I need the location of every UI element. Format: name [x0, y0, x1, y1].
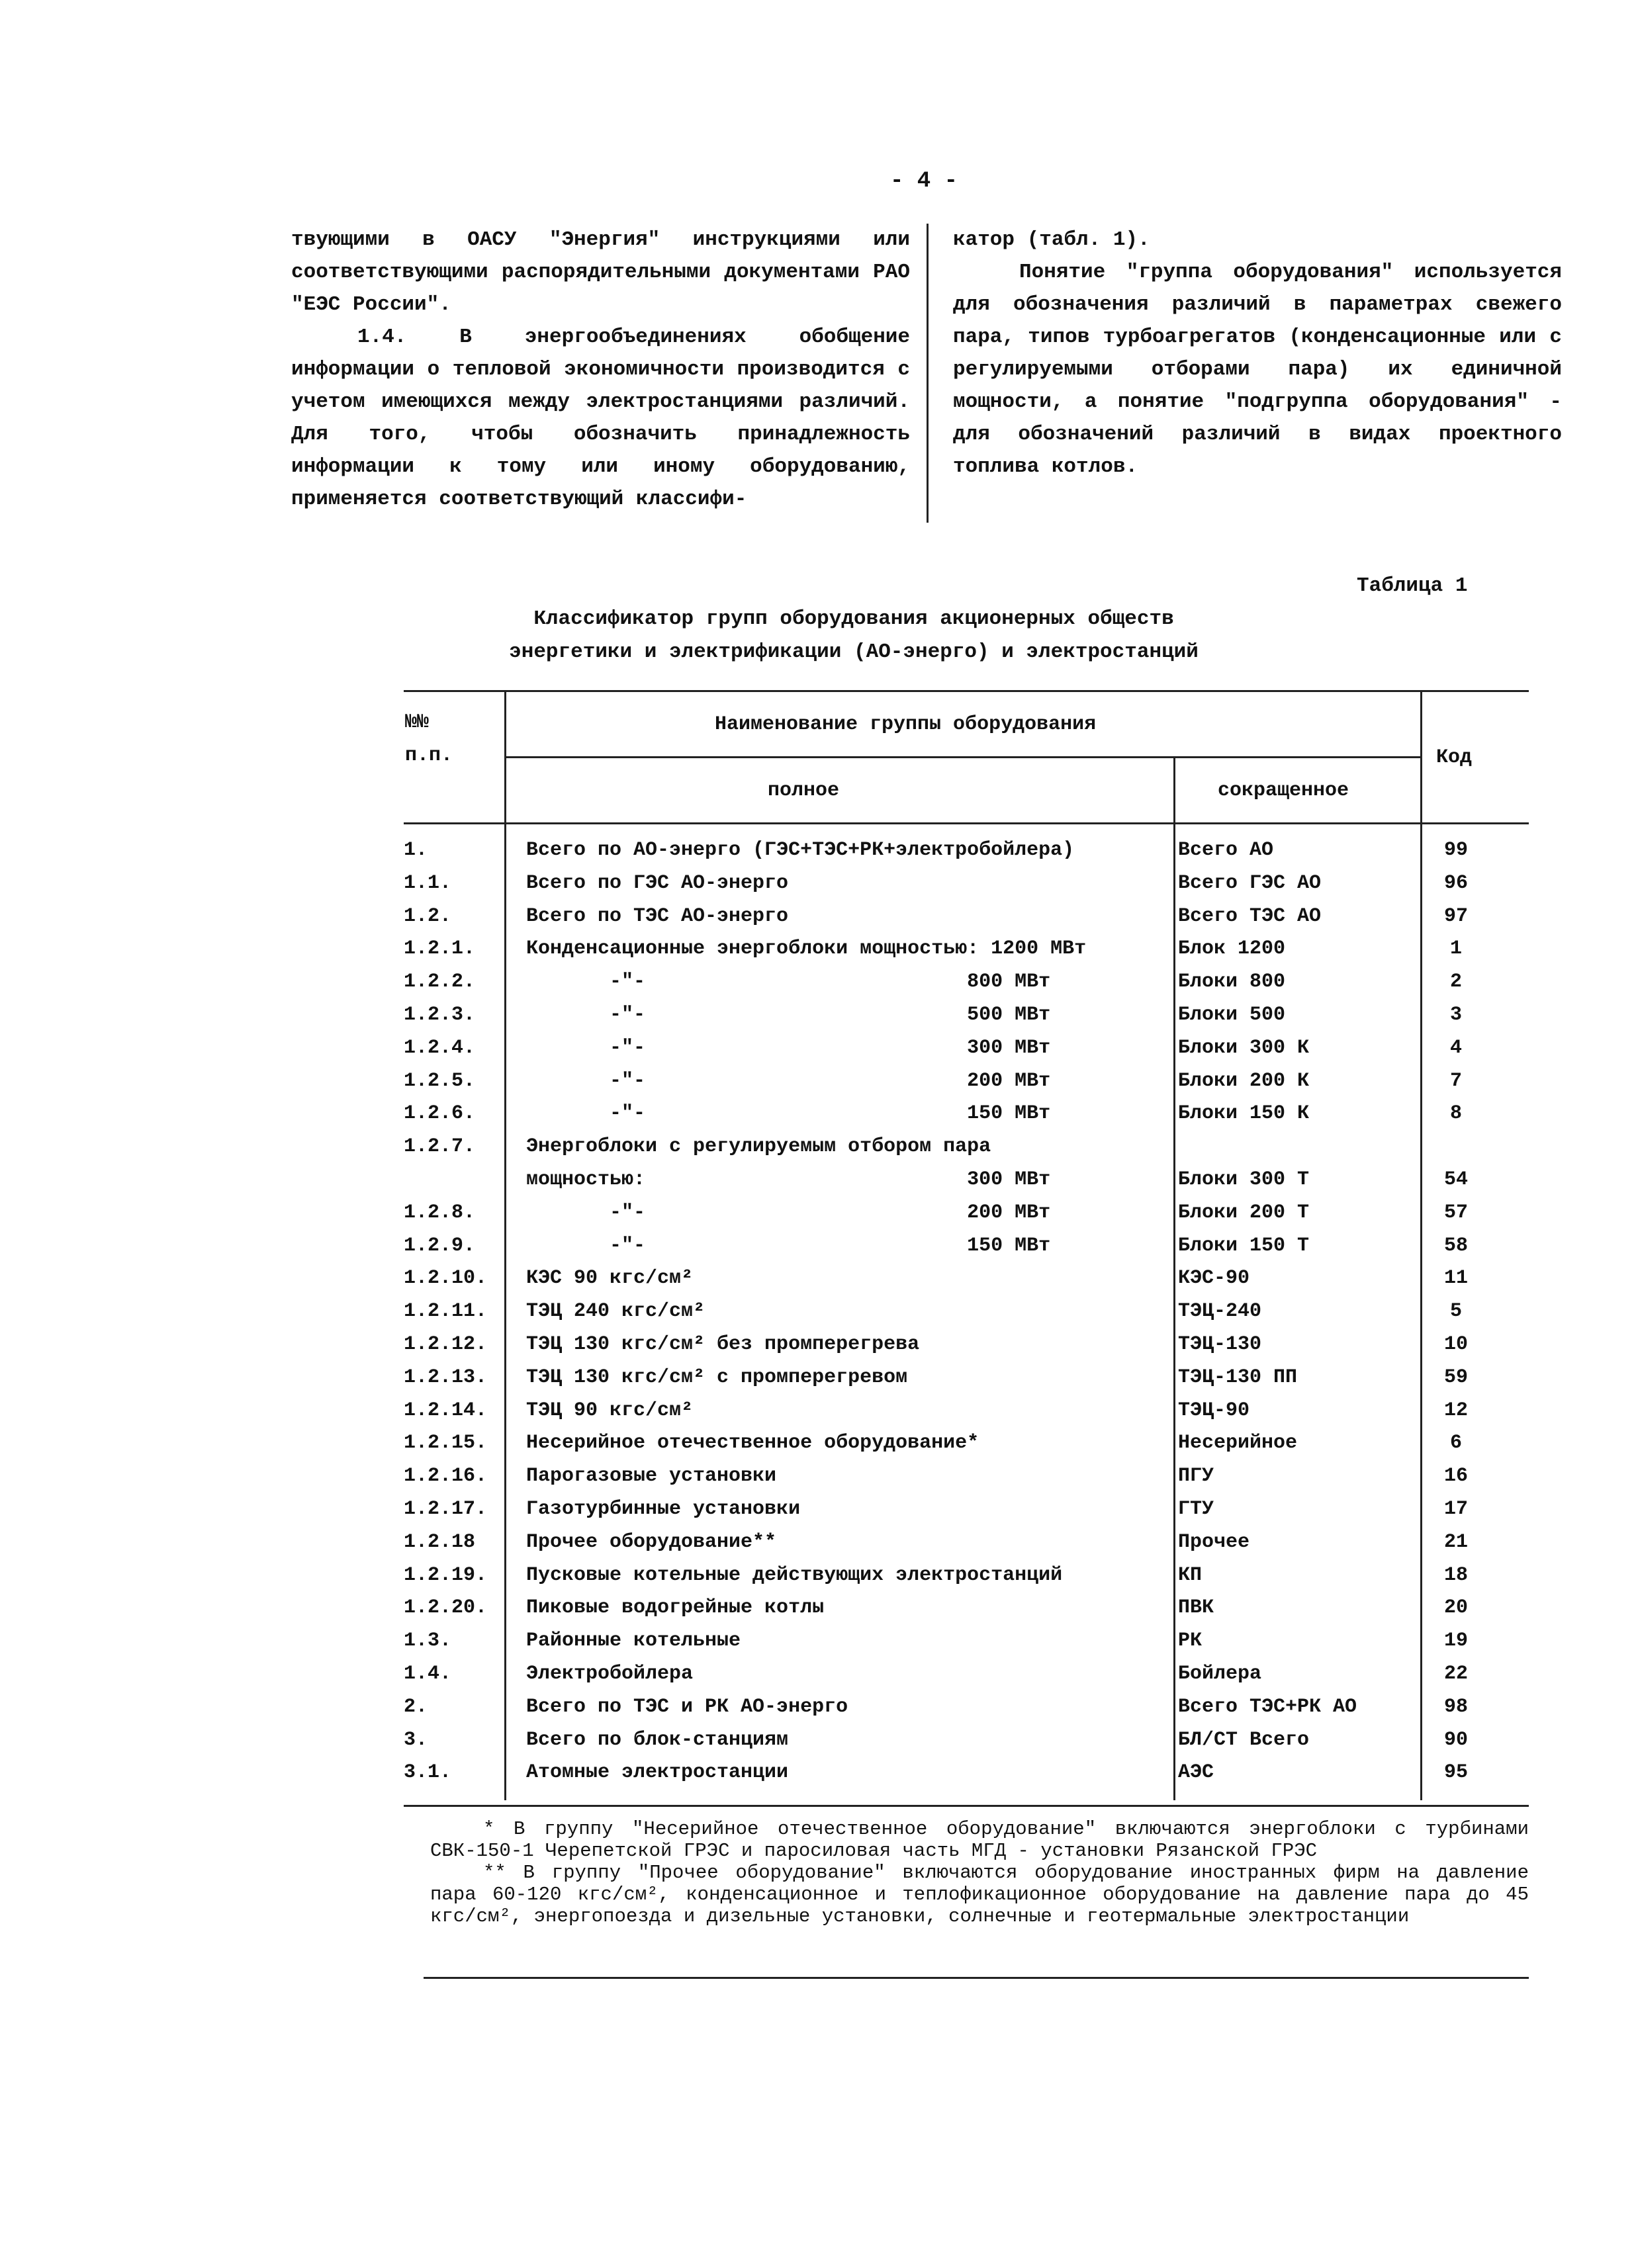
row-short-name: Блоки 150 К [1178, 1102, 1310, 1125]
row-short-name: Блоки 800 [1178, 971, 1286, 994]
table-row [404, 1564, 1529, 1597]
row-short-name: Всего ТЭС+РК АО [1178, 1695, 1357, 1718]
row-code: 2 [1449, 971, 1462, 994]
table-row [404, 1235, 1529, 1268]
header-divider-3 [1420, 690, 1422, 822]
row-number: 1. [404, 839, 428, 861]
row-code: 18 [1443, 1563, 1468, 1587]
row-short-name: Блоки 300 Т [1178, 1168, 1310, 1191]
table-title-line-1: Классификатор групп оборудования акционерных обществ [533, 607, 1174, 631]
header-full-name: полное [768, 779, 840, 802]
row-code: 4 [1449, 1036, 1462, 1059]
header-mid-rule [504, 756, 1420, 758]
row-full-name: Газотурбинные установки [526, 1498, 801, 1520]
row-code: 90 [1443, 1728, 1468, 1751]
row-number: 1.2.16. [404, 1465, 488, 1488]
column-divider [927, 224, 929, 523]
row-number: 1.2.10. [404, 1267, 488, 1290]
row-number: 1.2.9. [404, 1234, 476, 1257]
row-full-name: Пиковые водогрейные котлы [526, 1596, 825, 1620]
row-full-name: КЭС 90 кгс/см² [526, 1267, 694, 1290]
table-row [404, 1761, 1529, 1794]
row-short-name: КЭС-90 [1178, 1267, 1250, 1290]
header-code: Код [1436, 746, 1473, 769]
row-number: 1.2.6. [404, 1102, 476, 1125]
row-short-name: ПГУ [1178, 1465, 1214, 1488]
row-code: 20 [1443, 1596, 1468, 1620]
row-full-name: мощностью: 300 МВт [526, 1168, 1051, 1191]
right-paragraph-2: Понятие "группа оборудования" используется для обозначения различий в параметрах свежего пара, типов турбоагрегатов (конденсационные или с регулируемыми отборами пара) их единичной мощности, а понятие "подгруппа оборудования" - для обозначений различий в видах проектного топлива котлов. [953, 261, 1562, 478]
left-paragraph-1: твующими в ОАСУ "Энергия" инструкциями или соответствующими распорядительными документами РАО "ЕЭС России". [291, 228, 910, 316]
table-row [404, 1201, 1529, 1235]
row-full-name: Всего по ТЭС и РК АО-энерго [526, 1695, 848, 1718]
row-full-name: -"- 800 МВт [526, 971, 1051, 994]
row-number: 1.2.14. [404, 1399, 488, 1422]
row-code: 98 [1443, 1695, 1468, 1718]
row-short-name: Несерийное [1178, 1432, 1298, 1455]
row-code: 57 [1443, 1201, 1468, 1224]
row-number: 1.2.1. [404, 938, 476, 961]
table-row [404, 1102, 1529, 1135]
table-row [404, 938, 1529, 971]
row-full-name: ТЭЦ 130 кгс/см² с промперегревом [526, 1366, 908, 1389]
row-number: 1.2.5. [404, 1069, 476, 1092]
header-num-line-1: №№ [405, 711, 430, 734]
row-full-name: ТЭЦ 240 кгс/см² [526, 1300, 705, 1323]
row-number: 2. [404, 1695, 428, 1718]
row-code: 22 [1443, 1663, 1468, 1685]
table-row [404, 1432, 1529, 1465]
row-number: 1.2.17. [404, 1498, 488, 1520]
table-bottom-rule [404, 1805, 1529, 1807]
row-code: 12 [1443, 1399, 1468, 1422]
row-full-name: ТЭЦ 90 кгс/см² [526, 1399, 694, 1422]
table-row [404, 1004, 1529, 1037]
row-full-name: Атомные электростанции [526, 1761, 789, 1784]
row-code: 21 [1443, 1530, 1468, 1553]
row-short-name: ГТУ [1178, 1498, 1214, 1520]
row-short-name: АЭС [1178, 1761, 1214, 1784]
row-number: 1.2. [404, 904, 452, 928]
header-bottom-rule [404, 822, 1529, 824]
row-code: 99 [1443, 839, 1468, 861]
row-number: 1.2.7. [404, 1135, 476, 1158]
table-row [404, 1630, 1529, 1663]
table-row [404, 1333, 1529, 1366]
row-short-name: Всего ГЭС АО [1178, 871, 1322, 894]
table-row [404, 1663, 1529, 1696]
row-short-name: Блоки 150 Т [1178, 1234, 1310, 1257]
row-short-name: Блоки 300 К [1178, 1036, 1310, 1059]
row-short-name: ТЭЦ-130 [1178, 1333, 1262, 1356]
table-row [404, 1465, 1529, 1498]
row-number: 1.1. [404, 871, 452, 894]
row-number: 1.2.18 [404, 1530, 476, 1553]
footnotes [430, 1818, 1529, 1927]
row-number: 1.2.11. [404, 1300, 488, 1323]
row-full-name: Парогазовые установки [526, 1465, 777, 1488]
table-row [404, 872, 1529, 905]
row-number: 1.2.15. [404, 1432, 488, 1455]
row-code: 58 [1443, 1234, 1468, 1257]
row-short-name: КП [1178, 1563, 1203, 1587]
row-number: 3.1. [404, 1761, 452, 1784]
row-full-name: -"- 150 МВт [526, 1234, 1051, 1257]
left-text-column [291, 224, 910, 515]
row-short-name: ТЭЦ-240 [1178, 1300, 1262, 1323]
row-short-name: Бойлера [1178, 1663, 1262, 1685]
row-code: 6 [1449, 1432, 1462, 1455]
row-short-name: Всего ТЭС АО [1178, 904, 1322, 928]
row-full-name: Всего по блок-станциям [526, 1728, 789, 1751]
row-short-name: Блоки 200 Т [1178, 1201, 1310, 1224]
table-row [404, 1168, 1529, 1201]
table-row [404, 1267, 1529, 1300]
right-text-column [953, 224, 1562, 483]
row-full-name: -"- 200 МВт [526, 1069, 1051, 1092]
row-short-name: РК [1178, 1630, 1203, 1653]
header-divider-2 [1173, 756, 1175, 822]
table-row [404, 971, 1529, 1004]
header-group-name: Наименование группы оборудования [715, 713, 1097, 736]
table-row [404, 1037, 1529, 1070]
row-short-name: ТЭЦ-130 ПП [1178, 1366, 1298, 1389]
row-full-name: Всего по АО-энерго (ГЭС+ТЭС+РК+электробойлера) [526, 839, 1075, 861]
row-full-name: -"- 300 МВт [526, 1036, 1051, 1059]
row-number: 1.2.3. [404, 1004, 476, 1026]
row-full-name: -"- 500 МВт [526, 1004, 1051, 1026]
row-code: 19 [1443, 1630, 1468, 1653]
header-divider-1 [504, 690, 506, 822]
table-row [404, 1596, 1529, 1630]
row-number: 1.2.20. [404, 1596, 488, 1620]
row-number: 1.3. [404, 1630, 452, 1653]
table-row [404, 1399, 1529, 1432]
table-title-line-2: энергетики и электрификации (АО-энерго) и электростанций [509, 640, 1199, 664]
row-number: 1.4. [404, 1663, 452, 1685]
row-code: 16 [1443, 1465, 1468, 1488]
row-number: 3. [404, 1728, 428, 1751]
row-short-name: Прочее [1178, 1530, 1250, 1553]
row-short-name: Всего АО [1178, 839, 1274, 861]
table-row [404, 839, 1529, 872]
table-row [404, 1729, 1529, 1762]
page-number: - 4 - [890, 169, 958, 194]
row-number: 1.2.8. [404, 1201, 476, 1224]
row-full-name: -"- 150 МВт [526, 1102, 1051, 1125]
row-full-name: ТЭЦ 130 кгс/см² без промперегрева [526, 1333, 920, 1356]
row-number: 1.2.2. [404, 971, 476, 994]
table-row [404, 1300, 1529, 1333]
row-full-name: -"- 200 МВт [526, 1201, 1051, 1224]
row-full-name: Всего по ТЭС АО-энерго [526, 904, 789, 928]
row-code: 96 [1443, 871, 1468, 894]
table-row [404, 905, 1529, 938]
table-row [404, 1070, 1529, 1103]
footnote-2: ** В группу "Прочее оборудование" включаются оборудование иностранных фирм на давление пара 60-120 кгс/см², конденсационное и теплофикационное оборудование на давление пара до 45 кгс/см², энергопоезда и дизельные установки, солнечные и геотермальные электростанции [430, 1862, 1529, 1927]
row-full-name: Прочее оборудование** [526, 1530, 777, 1553]
row-number: 1.2.12. [404, 1333, 488, 1356]
row-code: 17 [1443, 1498, 1468, 1520]
table-row [404, 1498, 1529, 1531]
row-short-name: БЛ/СТ Всего [1178, 1728, 1310, 1751]
table-label: Таблица 1 [1357, 574, 1468, 597]
row-short-name: Блоки 500 [1178, 1004, 1286, 1026]
row-full-name: Энергоблоки с регулируемым отбором пара [526, 1135, 991, 1158]
row-code: 7 [1449, 1069, 1462, 1092]
row-full-name: Конденсационные энергоблоки мощностью: 1200 МВт [526, 938, 1087, 961]
row-short-name: Блок 1200 [1178, 938, 1286, 961]
row-number: 1.2.4. [404, 1036, 476, 1059]
row-number: 1.2.19. [404, 1563, 488, 1587]
row-code: 59 [1443, 1366, 1468, 1389]
row-code: 5 [1449, 1300, 1462, 1323]
header-short-name: сокращенное [1218, 779, 1349, 802]
row-code: 3 [1449, 1004, 1462, 1026]
row-code: 10 [1443, 1333, 1468, 1356]
right-paragraph-1: катор (табл. 1). [953, 228, 1150, 251]
row-full-name: Всего по ГЭС АО-энерго [526, 871, 789, 894]
row-number: 1.2.13. [404, 1366, 488, 1389]
left-paragraph-2: 1.4. В энергообъединениях обобщение информации о тепловой экономичности производится с учетом имеющихся между электростанциями различий. Для того, чтобы обозначить принадлежность информации к тому или иному оборудованию, применяется соответствующий классифи- [291, 326, 910, 511]
row-code: 95 [1443, 1761, 1468, 1784]
table-row [404, 1531, 1529, 1564]
row-full-name: Пусковые котельные действующих электростанций [526, 1563, 1063, 1587]
table-row [404, 1366, 1529, 1399]
table-row [404, 1696, 1529, 1729]
footnote-bottom-rule [424, 1977, 1529, 1979]
row-short-name: ТЭЦ-90 [1178, 1399, 1250, 1422]
footnote-1: * В группу "Несерийное отечественное оборудование" включаются энергоблоки с турбинами СВК-150-1 Черепетской ГРЭС и паросиловая часть МГД - установки Рязанской ГРЭС [430, 1818, 1529, 1862]
row-short-name: Блоки 200 К [1178, 1069, 1310, 1092]
row-full-name: Электробойлера [526, 1663, 694, 1685]
header-num-line-2: п.п. [405, 744, 453, 767]
row-code: 8 [1449, 1102, 1462, 1125]
table-top-rule [404, 690, 1529, 692]
table-row [404, 1135, 1529, 1168]
row-code: 1 [1449, 938, 1462, 961]
row-short-name: ПВК [1178, 1596, 1214, 1620]
row-code: 54 [1443, 1168, 1468, 1191]
row-code: 97 [1443, 904, 1468, 928]
row-full-name: Районные котельные [526, 1630, 741, 1653]
row-code: 11 [1443, 1267, 1468, 1290]
row-full-name: Несерийное отечественное оборудование* [526, 1432, 979, 1455]
